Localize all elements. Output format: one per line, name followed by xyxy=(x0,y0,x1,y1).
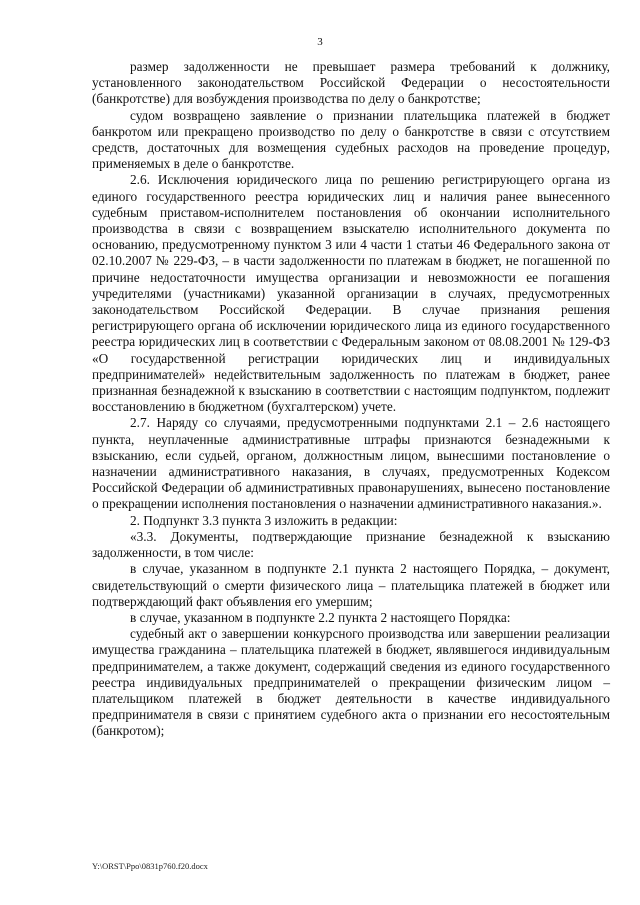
paragraph-bankruptcy-act: судебный акт о завершении конкурсного производства или завершении реализации имущества гражданина – плательщика платежей в бюджет, являвшегося индивидуальным предпринимателем, а также документ, содержащий сведения из единого государственного реестра индивидуальных предпринимателей о прекращении физическим лицом – плательщиком платежей в бюджет деятельности в качестве индивидуального предпринимателя в связи с принятием судебного акта о признании его несостоятельным (банкротом); xyxy=(92,626,610,739)
document-body xyxy=(92,59,610,740)
paragraph-case-2-2: в случае, указанном в подпункте 2.2 пункта 2 настоящего Порядка: xyxy=(130,609,511,625)
paragraph-3-3-documents: «3.3. Документы, подтверждающие признание безнадежной к взысканию задолженности, в том числе: xyxy=(92,528,610,561)
paragraph-amendment-3-3: 2. Подпункт 3.3 пункта 3 изложить в редакции: xyxy=(130,512,398,528)
paragraph-debt-size: размер задолженности не превышает размера требований к должнику, установленного законодательством Российской Федерации о несостоятельности (банкротстве) для возбуждения производства по делу о банкротстве; xyxy=(92,59,610,107)
page-number: 3 xyxy=(317,36,323,48)
paragraph-2-6: 2.6. Исключения юридического лица по решению регистрирующего органа из единого государственного реестра юридических лиц и наличия ранее вынесенного судебным приставом-исполнителем постановления об окончании исполнительного производства в связи с возвращением взыскателю исполнительного документа по основанию, предусмотренному пунктом 3 или 4 части 1 статьи 46 Федерального закона от 02.10.2007 № 229-ФЗ, – в части задолженности по платежам в бюджет, не погашенной по причине недостаточности имущества организации и невозможности ее погашения учредителями (участниками) указанной организации в случаях, предусмотренных законодательством Российской Федерации. В случае признания решения регистрирующего органа об исключении юридического лица из единого государственного реестра юридических лиц в соответствии с Федеральным законом от 08.08.2001 № 129-ФЗ «О государственной регистрации юридических лиц и индивидуальных предпринимателей» недействительным задолженность по платежам в бюджет, ранее признанная безнадежной к взысканию в соответствии с настоящим подпунктом, подлежит восстановлению в бюджетном (бухгалтерском) учете. xyxy=(92,172,610,415)
paragraph-court-returned: судом возвращено заявление о признании плательщика платежей в бюджет банкротом или прекращено производство по делу о банкротстве в связи с отсутствием средств, достаточных для возмещения судебных расходов на проведение процедур, применяемых в деле о банкротстве. xyxy=(92,107,610,172)
paragraph-case-2-1: в случае, указанном в подпункте 2.1 пункта 2 настоящего Порядка, – документ, свидетельствующий о смерти физического лица – плательщика платежей в бюджет или подтверждающий факт объявления его умершим; xyxy=(92,561,610,609)
footer-file-path: Y:\ORST\Ppo\0831p760.f20.docx xyxy=(92,861,208,871)
paragraph-2-7: 2.7. Наряду со случаями, предусмотренными подпунктами 2.1 – 2.6 настоящего пункта, неуплаченные административные штрафы признаются безнадежными к взысканию, если судьей, органом, должностным лицом, вынесшими постановление о назначении административного наказания, в случаях, предусмотренных Кодексом Российской Федерации об административных правонарушениях, вынесено постановление о прекращении исполнения постановления о назначении административного наказания.». xyxy=(92,415,610,512)
